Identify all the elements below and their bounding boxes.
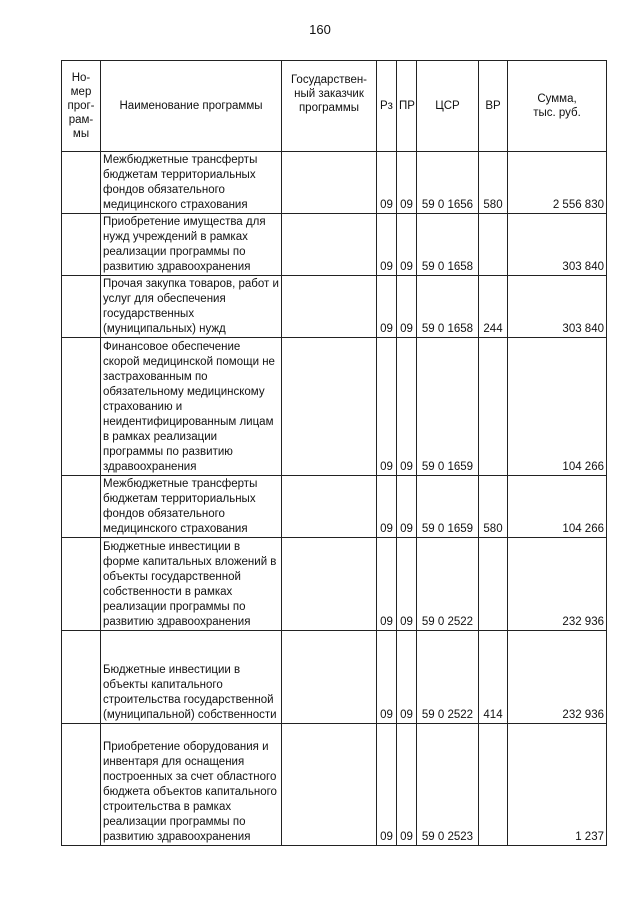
program-number-cell	[62, 214, 101, 276]
csr-cell: 59 0 2522	[417, 538, 479, 631]
table-row	[62, 276, 607, 338]
sum-cell: 303 840	[508, 214, 607, 276]
program-name-cell: Межбюджетные трансферты бюджетам территориальных фондов обязательного медицинского страхования	[101, 152, 282, 214]
state-customer-cell	[282, 476, 377, 538]
state-customer-cell	[282, 724, 377, 846]
pr-cell: 09	[397, 276, 417, 338]
csr-cell: 59 0 1659	[417, 476, 479, 538]
pr-cell: 09	[397, 631, 417, 724]
program-name-cell: Бюджетные инвестиции в форме капитальных вложений в объекты государственной собственности в рамках реализации программы по развитию здравоохранения	[101, 538, 282, 631]
program-number-cell	[62, 476, 101, 538]
pr-cell: 09	[397, 214, 417, 276]
csr-cell: 59 0 1658	[417, 214, 479, 276]
rz-cell: 09	[377, 214, 397, 276]
state-customer-cell	[282, 631, 377, 724]
state-customer-cell	[282, 538, 377, 631]
program-name-cell: Межбюджетные трансферты бюджетам территориальных фондов обязательного медицинского страхования	[101, 476, 282, 538]
header-state-customer: Государствен- ный заказчик программы	[282, 61, 377, 152]
program-number-cell	[62, 276, 101, 338]
pr-cell: 09	[397, 152, 417, 214]
program-name-cell: Финансовое обеспечение скорой медицинской помощи не застрахованным по обязательному медицинскому страхованию и неидентифицированным лицам в рамках реализации программы по развитию здравоохранения	[101, 338, 282, 476]
vr-cell	[479, 538, 508, 631]
sum-cell: 2 556 830	[508, 152, 607, 214]
program-number-cell	[62, 338, 101, 476]
header-program-number: Но- мер прог- рам- мы	[62, 61, 101, 152]
table-row	[62, 476, 607, 538]
program-name-cell: Приобретение оборудования и инвентаря для оснащения построенных за счет областного бюджета объектов капитального строительства в рамках реализации программы по развитию здравоохранения	[101, 724, 282, 846]
sum-cell: 104 266	[508, 338, 607, 476]
csr-cell: 59 0 2522	[417, 631, 479, 724]
program-number-cell	[62, 631, 101, 724]
table-row	[62, 538, 607, 631]
table-row	[62, 724, 607, 846]
program-name-cell: Приобретение имущества для нужд учреждений в рамках реализации программы по развитию здравоохранения	[101, 214, 282, 276]
vr-cell: 580	[479, 152, 508, 214]
table-row	[62, 631, 607, 724]
state-customer-cell	[282, 214, 377, 276]
header-pr: ПР	[397, 61, 417, 152]
rz-cell: 09	[377, 152, 397, 214]
header-rz: Рз	[377, 61, 397, 152]
page-number: 160	[309, 22, 331, 37]
rz-cell: 09	[377, 476, 397, 538]
pr-cell: 09	[397, 338, 417, 476]
state-customer-cell	[282, 338, 377, 476]
program-name-cell: Бюджетные инвестиции в объекты капитального строительства государственной (муниципальной) собственности	[101, 631, 282, 724]
program-name-cell: Прочая закупка товаров, работ и услуг для обеспечения государственных (муниципальных) нужд	[101, 276, 282, 338]
csr-cell: 59 0 1658	[417, 276, 479, 338]
csr-cell: 59 0 2523	[417, 724, 479, 846]
budget-table	[61, 60, 607, 846]
sum-cell: 104 266	[508, 476, 607, 538]
table-row	[62, 152, 607, 214]
csr-cell: 59 0 1656	[417, 152, 479, 214]
vr-cell	[479, 214, 508, 276]
program-number-cell	[62, 724, 101, 846]
pr-cell: 09	[397, 538, 417, 631]
sum-cell: 303 840	[508, 276, 607, 338]
header-csr: ЦСР	[417, 61, 479, 152]
rz-cell: 09	[377, 631, 397, 724]
table-row	[62, 338, 607, 476]
header-program-name: Наименование программы	[101, 61, 282, 152]
pr-cell: 09	[397, 724, 417, 846]
rz-cell: 09	[377, 538, 397, 631]
sum-cell: 1 237	[508, 724, 607, 846]
sum-cell: 232 936	[508, 631, 607, 724]
state-customer-cell	[282, 276, 377, 338]
rz-cell: 09	[377, 276, 397, 338]
vr-cell	[479, 724, 508, 846]
vr-cell: 414	[479, 631, 508, 724]
program-number-cell	[62, 152, 101, 214]
header-vr: ВР	[479, 61, 508, 152]
rz-cell: 09	[377, 724, 397, 846]
header-row	[62, 61, 607, 152]
vr-cell: 244	[479, 276, 508, 338]
header-sum: Сумма, тыс. руб.	[508, 61, 607, 152]
pr-cell: 09	[397, 476, 417, 538]
vr-cell	[479, 338, 508, 476]
table-row	[62, 214, 607, 276]
sum-cell: 232 936	[508, 538, 607, 631]
vr-cell: 580	[479, 476, 508, 538]
program-number-cell	[62, 538, 101, 631]
state-customer-cell	[282, 152, 377, 214]
rz-cell: 09	[377, 338, 397, 476]
csr-cell: 59 0 1659	[417, 338, 479, 476]
